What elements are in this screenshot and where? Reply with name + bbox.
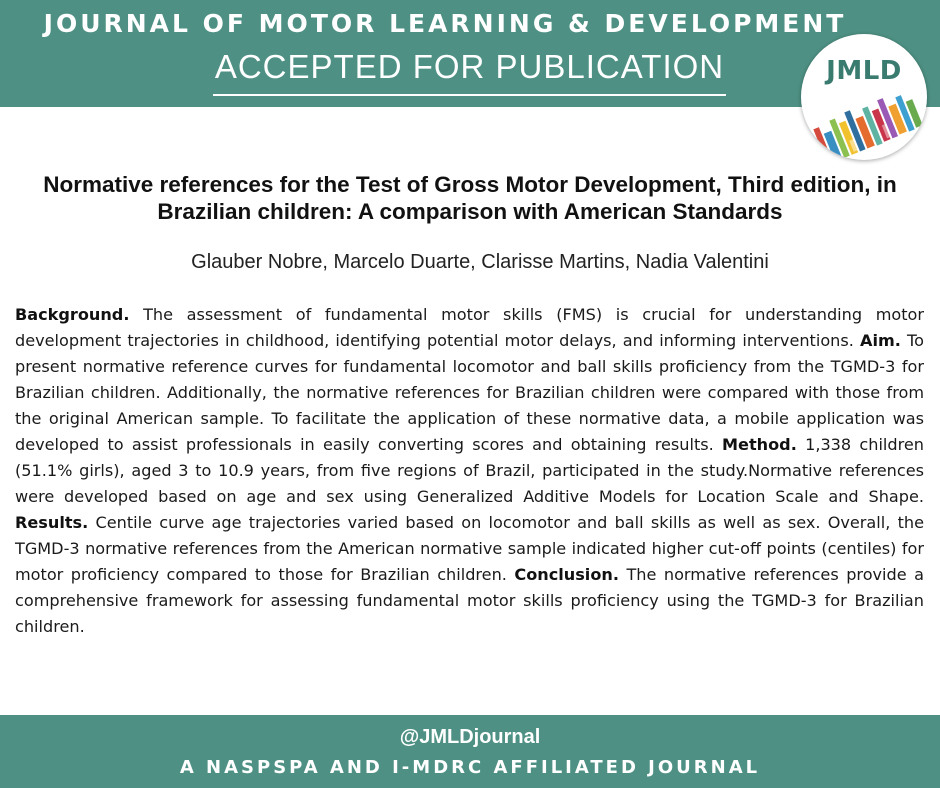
conclusion-text: The normative references provide a comprehensive framework for assessing fundamental motor skills proficiency using the TGMD-3 for Brazilian children.: [15, 565, 925, 636]
background-label: Background.: [15, 305, 130, 324]
article-title: Normative references for the Test of Gross Motor Development, Third edition, in Brazilian children: A comparison with American Standards: [43, 172, 897, 224]
affiliation-line: A NASPSPA AND I-MDRC AFFILIATED JOURNAL: [179, 757, 761, 778]
logo-text: JMLD: [826, 56, 902, 86]
publication-status: ACCEPTED FOR PUBLICATION: [214, 48, 725, 85]
logo-graphic-icon: [801, 34, 927, 160]
results-text: Centile curve age trajectories varied based on locomotor and ball skills as well as sex. Overall, the TGMD-3 normative references from the American normative sample indicated higher cut-off points (centiles) for motor proficiency compared to those for Brazilian children.: [15, 513, 924, 584]
method-label: Method.: [722, 435, 797, 454]
conclusion-label: Conclusion.: [514, 565, 619, 584]
results-label: Results.: [15, 513, 89, 532]
aim-text: To present normative reference curves for fundamental locomotor and ball skills proficiency from the TGMD-3 for Brazilian children. Additionally, the normative references for Brazilian children were compared with those from the original American sample. To facilitate the application of these normative data, a mobile application was developed to assist professionals in easily converting scores and obtaining results.: [15, 331, 925, 454]
method-text: 1,338 children (51.1% girls), aged 3 to 10.9 years, from five regions of Brazil, participated in the study.Normative references were developed based on age and sex using Generalized Additive Models for Location Scale and Shape.: [15, 435, 924, 506]
jmld-logo: [801, 34, 927, 160]
status-underline: [213, 94, 726, 96]
abstract-body: [15, 302, 924, 640]
aim-label: Aim.: [860, 331, 901, 350]
article-authors: Glauber Nobre, Marcelo Duarte, Clarisse Martins, Nadia Valentini: [191, 251, 769, 273]
journal-name: JOURNAL OF MOTOR LEARNING & DEVELOPMENT: [43, 9, 847, 38]
social-handle: @JMLDjournal: [399, 726, 541, 748]
background-text: The assessment of fundamental motor skills (FMS) is crucial for understanding motor development trajectories in childhood, identifying potential motor delays, and informing interventions.: [15, 305, 924, 350]
